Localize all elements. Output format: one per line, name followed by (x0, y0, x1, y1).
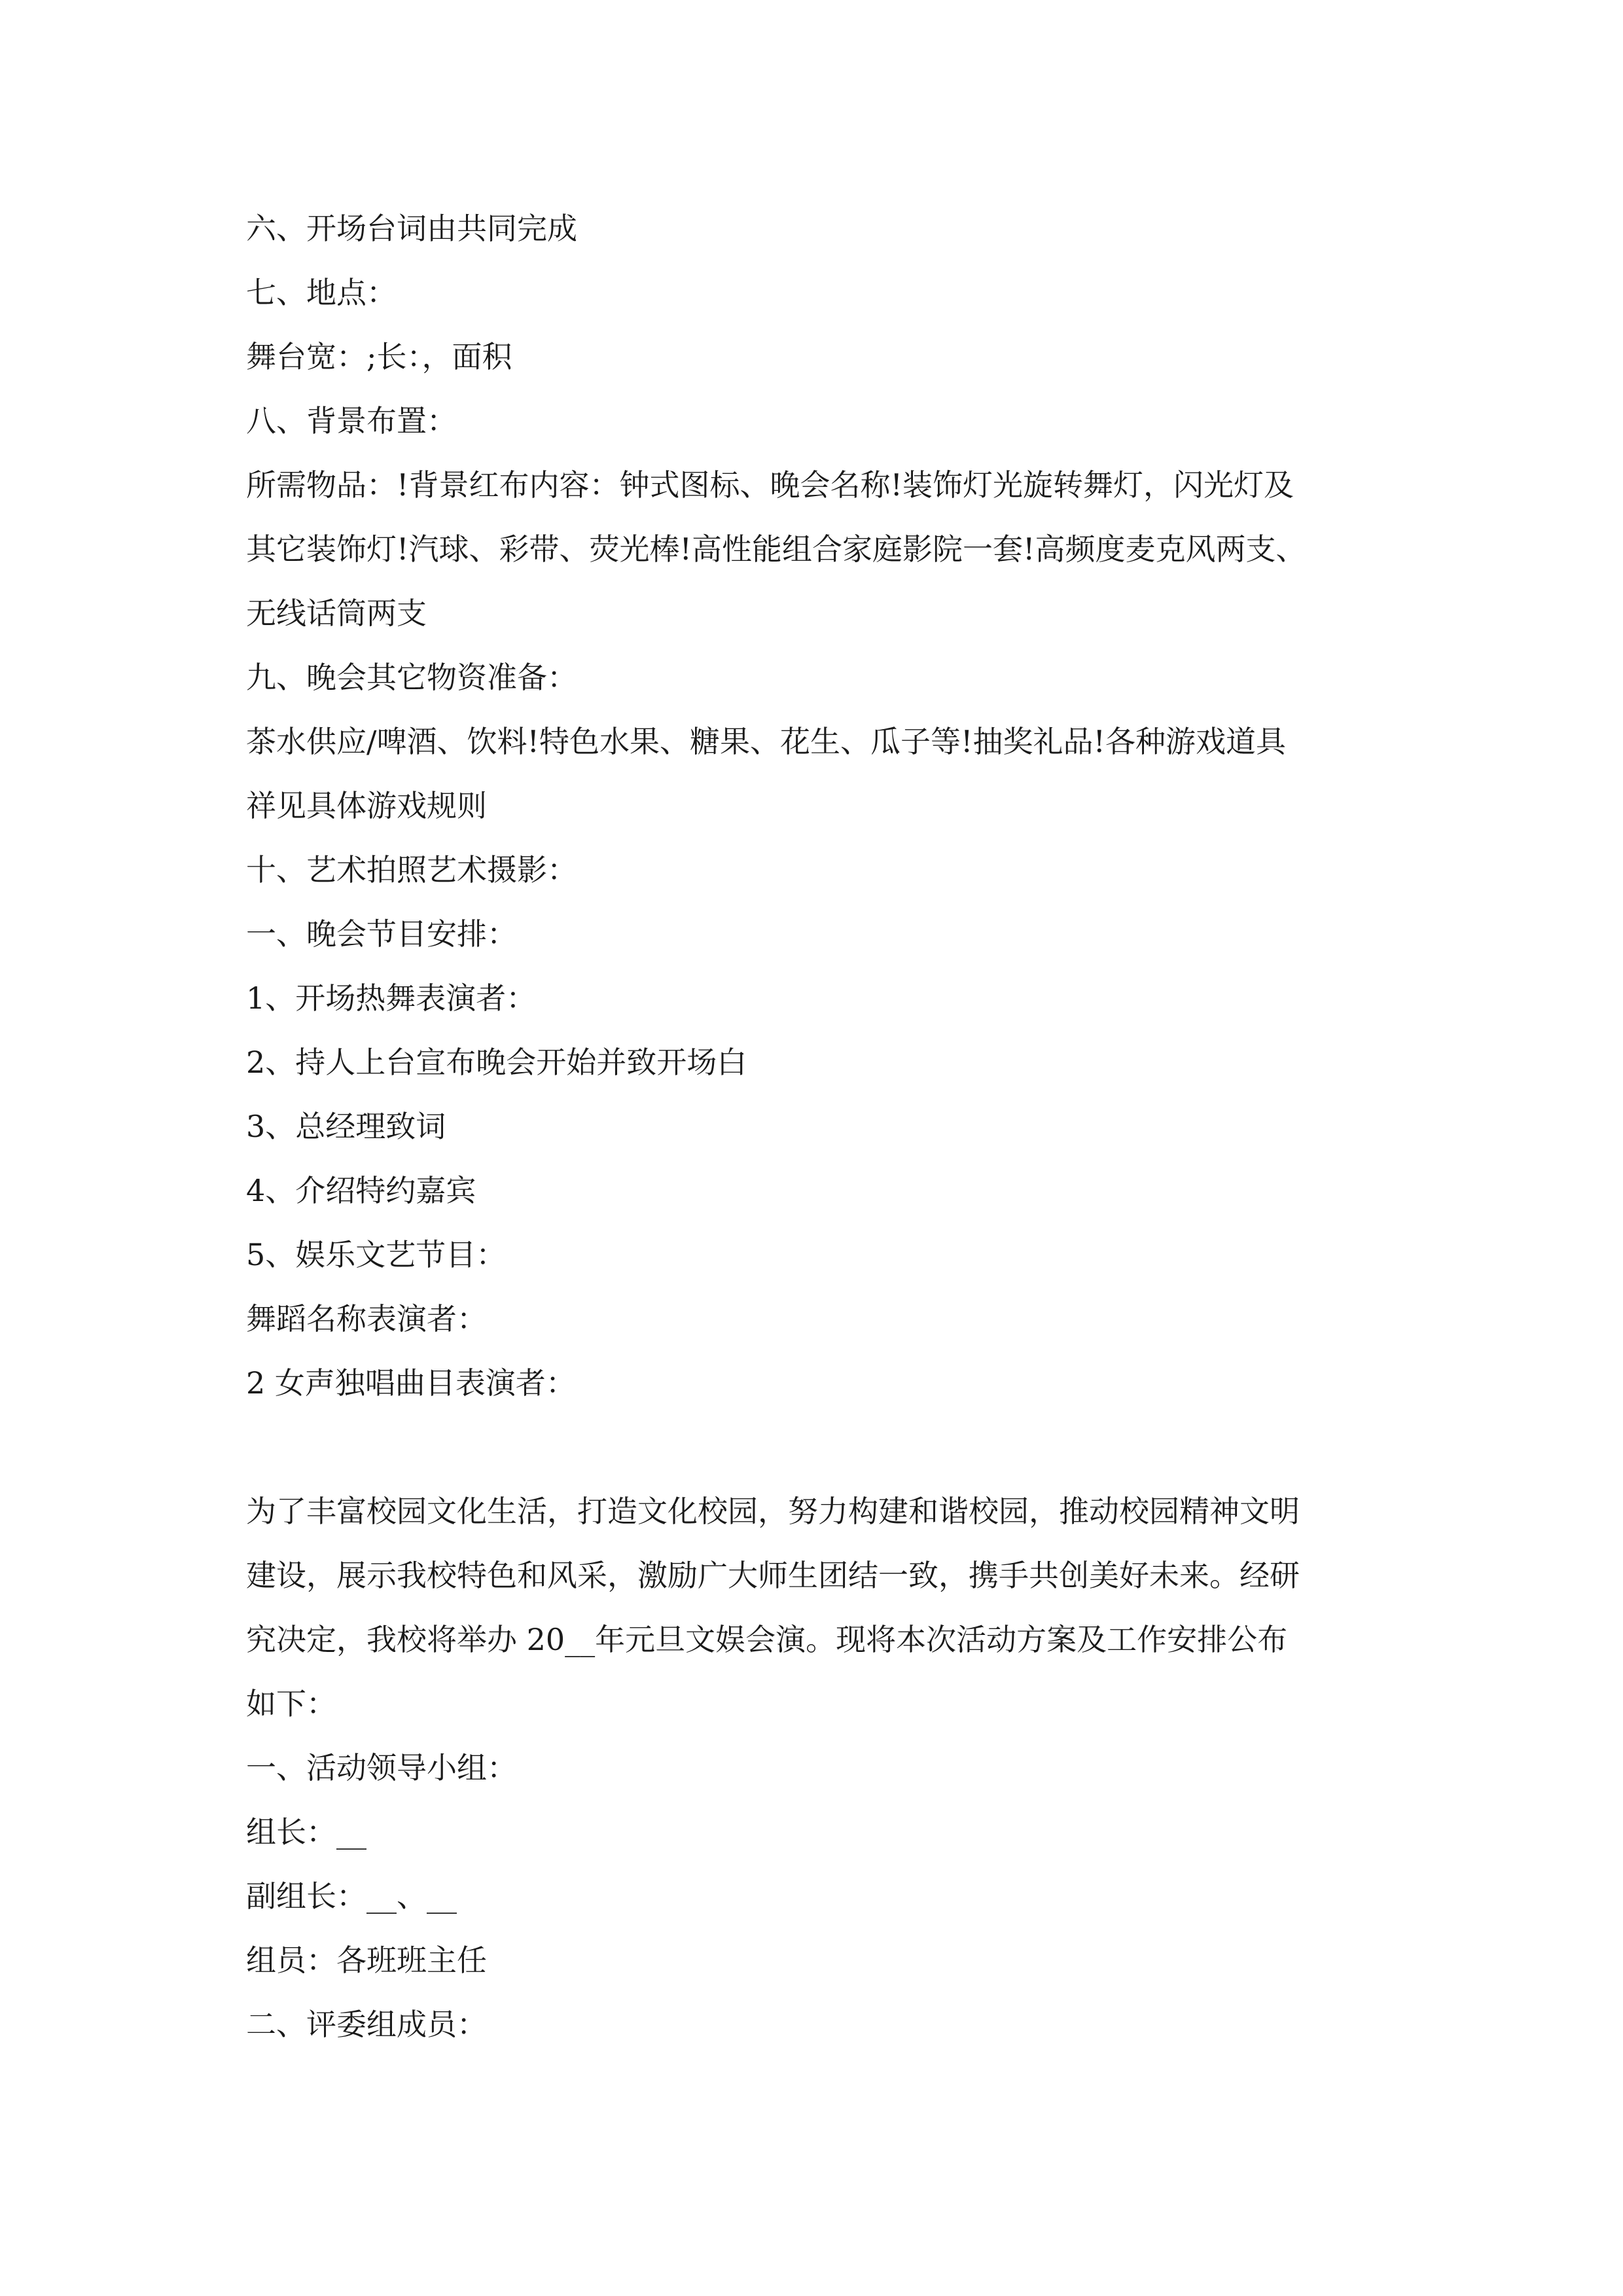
text-line: 其它装饰灯!汽球、彩带、荧光棒!高性能组合家庭影院一套!高频度麦克风两支、 (246, 531, 1306, 567)
text-line: 副组长：__、__ (246, 1878, 457, 1914)
text-line: 1、开场热舞表演者： (246, 980, 537, 1016)
text-line: 5、娱乐文艺节目： (246, 1237, 507, 1272)
text-line: 4、介绍特约嘉宾 (246, 1173, 476, 1208)
section-school-event (246, 1479, 1398, 2056)
text-line: 七、地点： (246, 275, 397, 310)
text-line: 二、评委组成员： (246, 2007, 487, 2042)
text-line: 为了丰富校园文化生活，打造文化校园，努力构建和谐校园，推动校园精神文明 (246, 1494, 1300, 1529)
text-line: 所需物品：!背景红布内容：钟式图标、晚会名称!装饰灯光旋转舞灯，闪光灯及 (246, 467, 1294, 503)
text-line: 一、晚会节目安排： (246, 916, 517, 952)
text-line: 祥见具体游戏规则 (246, 788, 487, 823)
text-line: 3、总经理致词 (246, 1109, 446, 1144)
text-line: 建设，展示我校特色和风采，激励广大师生团结一致，携手共创美好未来。经研 (246, 1558, 1300, 1593)
text-line: 茶水供应/啤酒、饮料!特色水果、糖果、花生、瓜子等!抽奖礼品!各种游戏道具 (246, 724, 1286, 759)
text-line: 究决定，我校将举办 20__年元旦文娱会演。现将本次活动方案及工作安排公布 (246, 1622, 1288, 1657)
text-line: 组长：__ (246, 1814, 366, 1850)
text-line: 2、持人上台宣布晚会开始并致开场白 (246, 1045, 747, 1080)
text-line: 八、背景布置： (246, 403, 457, 439)
text-line: 如下： (246, 1686, 336, 1721)
text-line: 十、艺术拍照艺术摄影： (246, 852, 577, 888)
text-line: 九、晚会其它物资准备： (246, 660, 577, 695)
text-line: 一、活动领导小组： (246, 1750, 517, 1785)
section-event-setup (246, 196, 1398, 1415)
text-line: 2 女声独唱曲目表演者： (246, 1365, 576, 1401)
text-line: 无线话筒两支 (246, 596, 427, 631)
paragraph-gap (246, 1415, 1398, 1479)
text-line: 舞蹈名称表演者： (246, 1301, 487, 1336)
text-line: 舞台宽：;长：，面积 (246, 339, 512, 374)
text-line: 六、开场台词由共同完成 (246, 211, 577, 246)
text-line: 组员：各班班主任 (246, 1943, 487, 1978)
document-page (246, 196, 1398, 2056)
